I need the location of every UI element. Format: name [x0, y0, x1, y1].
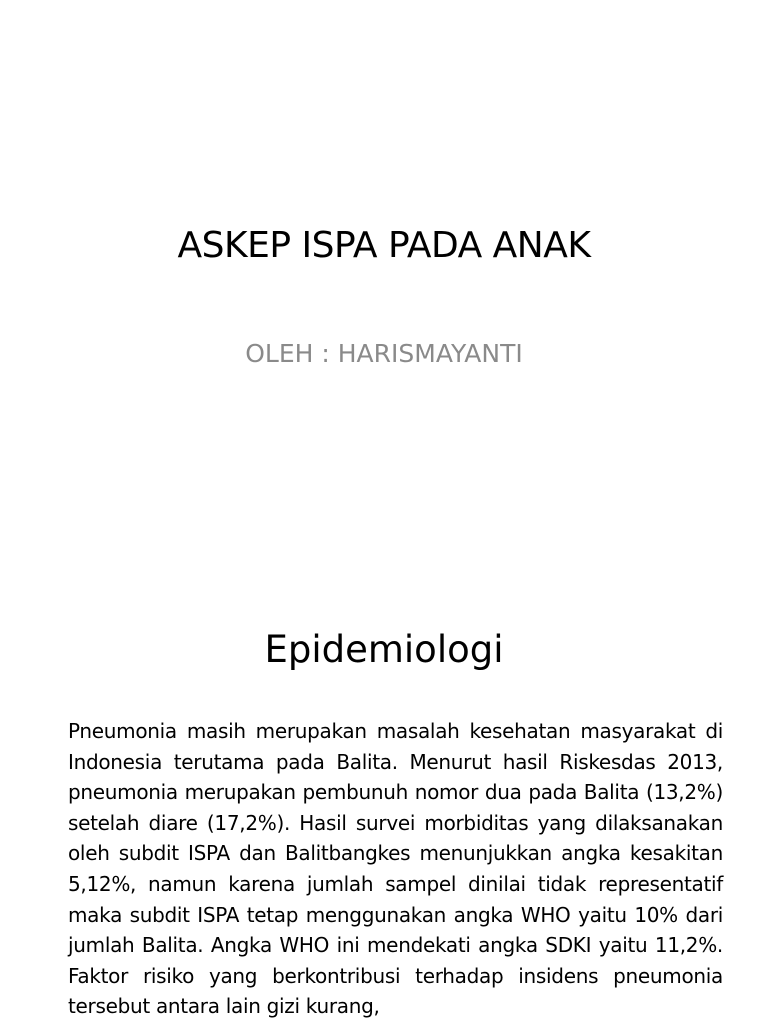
slide-subtitle: OLEH : HARISMAYANTI: [245, 339, 523, 368]
slide-body-text: Pneumonia masih merupakan masalah kesehatan masyarakat di Indonesia terutama pada Balita. Menurut hasil Riskesdas 2013, pneumonia merupakan pembunuh nomor dua pada Balita (13,2%) setelah diare (17,2%). Hasil survei morbiditas yang dilaksanakan oleh subdit ISPA dan Balitbangkes menunjukkan angka kesakitan 5,12%, namun karena jumlah sampel dinilai tidak representatif maka subdit ISPA tetap menggunakan angka WHO yaitu 10% dari jumlah Balita. Angka WHO ini mendekati angka SDKI yaitu 11,2%. Faktor risiko yang berkontribusi terhadap insidens pneumonia tersebut antara lain gizi kurang,: [68, 719, 723, 1019]
content-slide: [0, 576, 768, 1024]
slide-title: ASKEP ISPA PADA ANAK: [177, 225, 591, 266]
slide-heading: Epidemiologi: [264, 628, 504, 671]
